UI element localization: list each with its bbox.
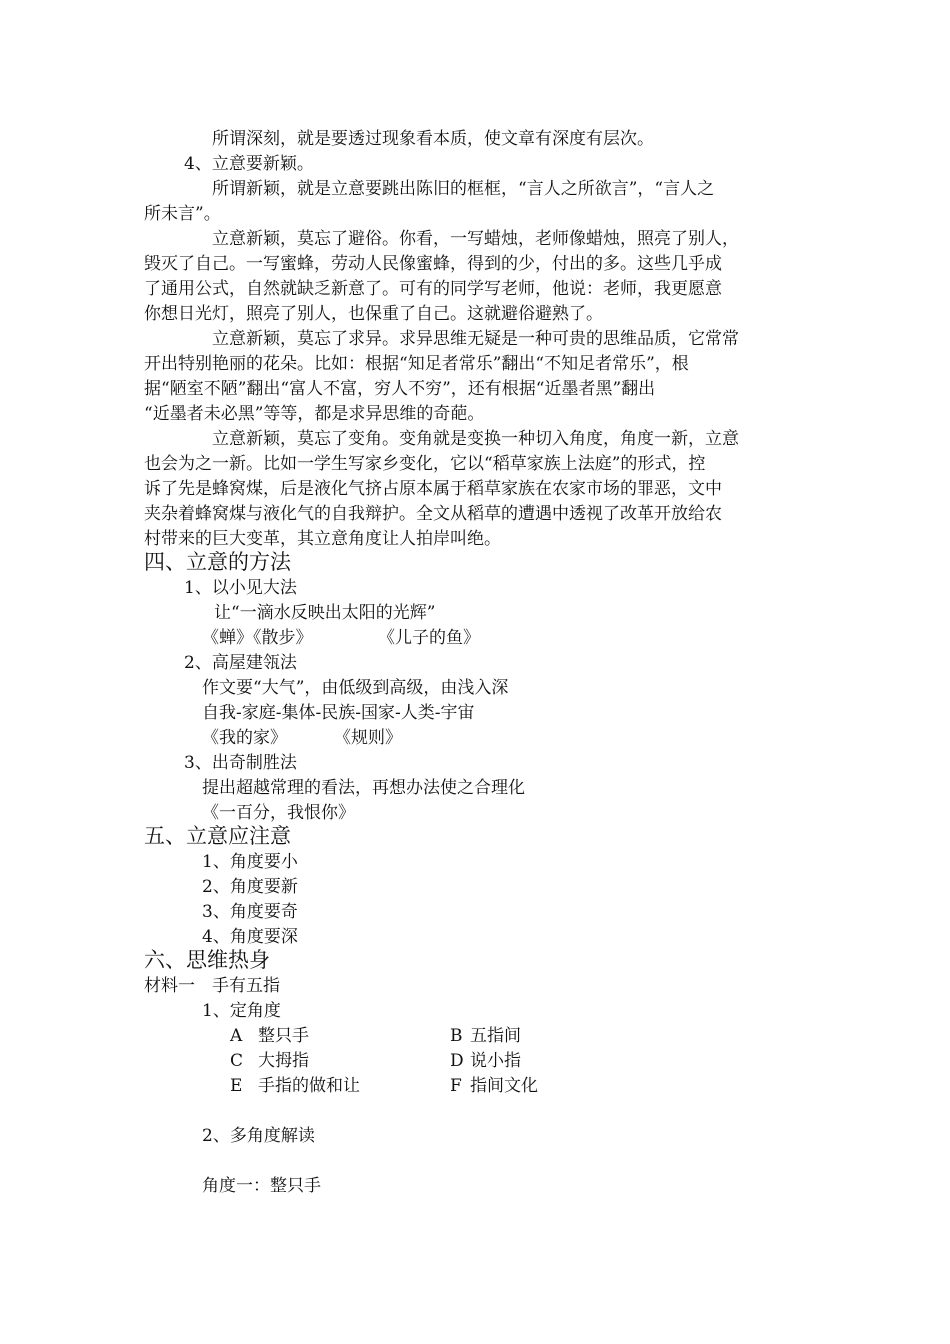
paragraph-avoid-common-line: 立意新颖，莫忘了避俗。你看，一写蜡烛，老师像蜡烛，照亮了别人， <box>212 229 739 249</box>
paragraph-avoid-common-line: 毁灭了自己。一写蜜蜂，劳动人民像蜜蜂，得到的少，付出的多。这些几乎成 <box>144 254 722 274</box>
paragraph-avoid-common-line: 你想日光灯，照亮了别人，也保重了自己。这就避俗避熟了。 <box>144 304 603 324</box>
method-example: 《儿子的鱼》 <box>378 628 480 648</box>
subsection-title: 2、多角度解读 <box>202 1126 315 1146</box>
method-example: 《蝉》《散步》 <box>202 628 313 648</box>
method-example: 《我的家》 <box>202 728 287 748</box>
note-item: 3、角度要奇 <box>202 902 298 922</box>
option-key: F <box>450 1076 462 1096</box>
option-text: 五指间 <box>470 1026 521 1046</box>
section-heading-methods: 四、立意的方法 <box>144 550 291 574</box>
option-text: 整只手 <box>258 1026 309 1046</box>
paragraph-change-angle-line: 诉了先是蜂窝煤，后是液化气挤占原本属于稻草家族在农家市场的罪恶，文中 <box>144 479 722 499</box>
option-key: A <box>230 1026 243 1046</box>
paragraph-avoid-common-line: 了通用公式，自然就缺乏新意了。可有的同学写老师，他说：老师，我更愿意 <box>144 279 722 299</box>
method-desc: 让“一滴水反映出太阳的光辉” <box>214 603 436 623</box>
method-desc: 提出超越常理的看法，再想办法使之合理化 <box>202 778 525 798</box>
paragraph-novel-line: 所谓新颖，就是立意要跳出陈旧的框框，“言人之所欲言”，“言人之 <box>212 179 715 199</box>
option-text: 说小指 <box>470 1051 521 1071</box>
note-item: 1、角度要小 <box>202 852 298 872</box>
paragraph-seek-diff-line: 立意新颖，莫忘了求异。求异思维无疑是一种可贵的思维品质，它常常 <box>212 329 739 349</box>
method-title: 1、以小见大法 <box>184 578 297 598</box>
section-heading-notes: 五、立意应注意 <box>144 824 291 848</box>
material-title: 材料一 手有五指 <box>144 976 280 996</box>
option-text: 大拇指 <box>258 1051 309 1071</box>
option-key: D <box>450 1051 464 1071</box>
paragraph-novel-line: 所未言”。 <box>144 204 221 224</box>
method-desc: 作文要“大气”，由低级到高级，由浅入深 <box>202 678 509 698</box>
method-example: 《规则》 <box>334 728 402 748</box>
paragraph-seek-diff-line: “近墨者未必黑”等等，都是求异思维的奇葩。 <box>144 404 485 424</box>
method-example: 《一百分，我恨你》 <box>202 803 355 823</box>
method-title: 3、出奇制胜法 <box>184 753 297 773</box>
method-desc: 自我-家庭-集体-民族-国家-人类-宇宙 <box>202 703 475 723</box>
item-title-novel: 4、立意要新颖。 <box>184 154 314 174</box>
note-item: 4、角度要深 <box>202 927 298 947</box>
option-key: E <box>230 1076 243 1096</box>
paragraph-seek-diff-line: 据“陋室不陋”翻出“富人不富，穷人不穷”，还有根据“近墨者黑”翻出 <box>144 379 656 399</box>
subsection-title: 1、定角度 <box>202 1001 281 1021</box>
paragraph-depth: 所谓深刻，就是要透过现象看本质，使文章有深度有层次。 <box>212 129 654 149</box>
paragraph-change-angle-line: 也会为之一新。比如一学生写家乡变化，它以“稻草家族上法庭”的形式，控 <box>144 454 706 474</box>
section-heading-warmup: 六、思维热身 <box>144 948 270 972</box>
option-key: B <box>450 1026 463 1046</box>
paragraph-change-angle-line: 村带来的巨大变革，其立意角度让人拍岸叫绝。 <box>144 529 501 549</box>
paragraph-seek-diff-line: 开出特别艳丽的花朵。比如：根据“知足者常乐”翻出“不知足者常乐”，根 <box>144 354 689 374</box>
method-title: 2、高屋建瓴法 <box>184 653 297 673</box>
angle-title: 角度一：整只手 <box>202 1176 321 1196</box>
paragraph-change-angle-line: 夹杂着蜂窝煤与液化气的自我辩护。全文从稻草的遭遇中透视了改革开放给农 <box>144 504 722 524</box>
option-text: 指间文化 <box>470 1076 538 1096</box>
note-item: 2、角度要新 <box>202 877 298 897</box>
option-text: 手指的做和让 <box>258 1076 360 1096</box>
option-key: C <box>230 1051 244 1071</box>
paragraph-change-angle-line: 立意新颖，莫忘了变角。变角就是变换一种切入角度，角度一新，立意 <box>212 429 739 449</box>
